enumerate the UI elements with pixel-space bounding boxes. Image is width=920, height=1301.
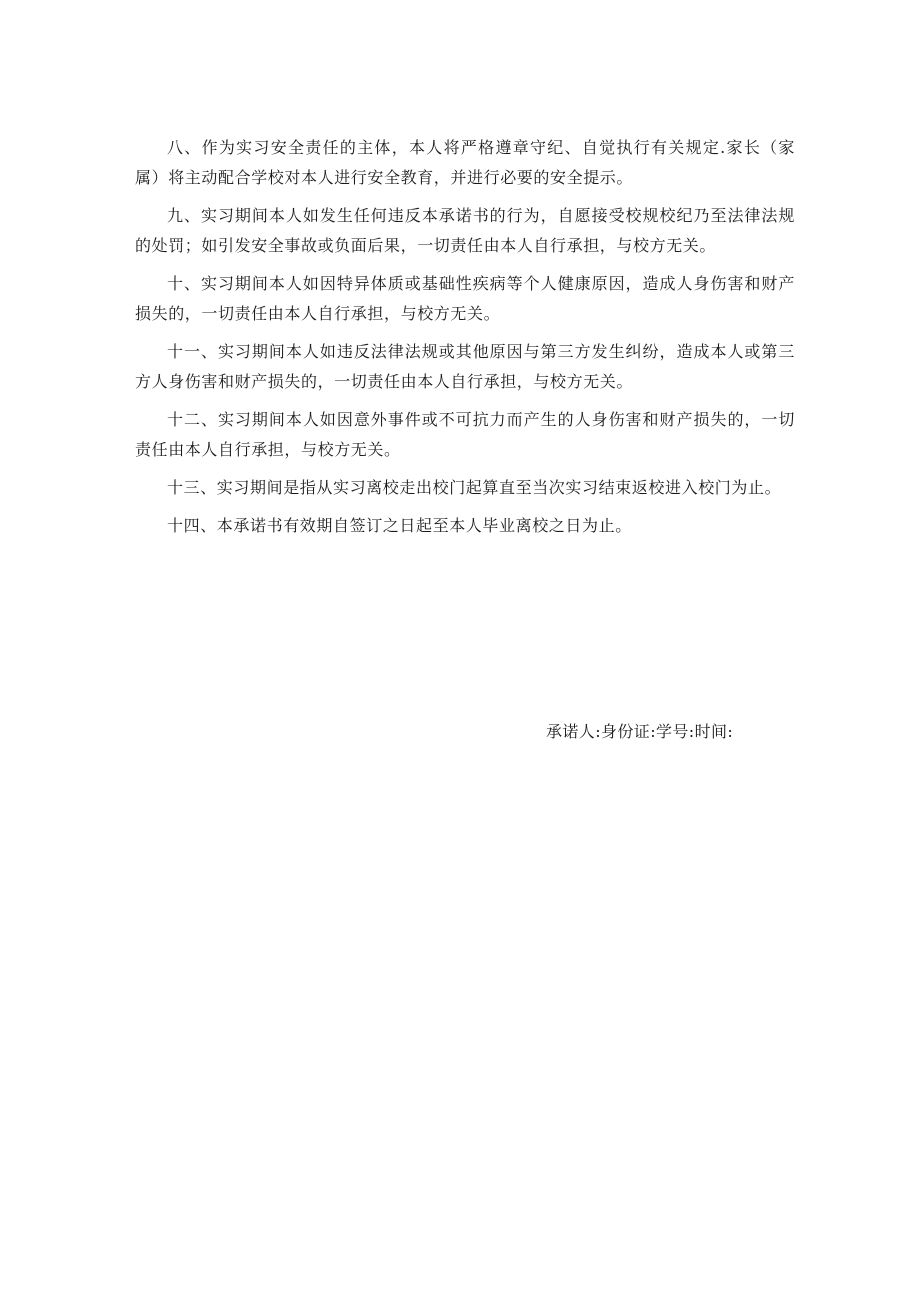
- clause-8: 八、作为实习安全责任的主体，本人将严格遵章守纪、自觉执行有关规定.家长（家属）将主动配合学校对本人进行安全教育，并进行必要的安全提示。: [135, 138, 795, 187]
- clause-14: 十四、本承诺书有效期自签订之日起至本人毕业离校之日为止。: [167, 516, 632, 535]
- clause-10: 十、实习期间本人如因特异体质或基础性疾病等个人健康原因，造成人身伤害和财产损失的，一切责任由本人自行承担，与校方无关。: [135, 274, 795, 323]
- clause-12: 十二、实习期间本人如因意外事件或不可抗力而产生的人身伤害和财产损失的，一切责任由本人自行承担，与校方无关。: [135, 410, 795, 459]
- clause-11: 十一、实习期间本人如违反法律法规或其他原因与第三方发生纠纷，造成本人或第三方人身伤害和财产损失的，一切责任由本人自行承担，与校方无关。: [135, 342, 795, 391]
- commitment-clauses: [135, 133, 795, 549]
- clause-13: 十三、实习期间是指从实习离校走出校门起算直至当次实习结束返校进入校门为止。: [167, 478, 782, 497]
- clause-9: 九、实习期间本人如发生任何违反本承诺书的行为，自愿接受校规校纪乃至法律法规的处罚；如引发安全事故或负面后果，一切责任由本人自行承担，与校方无关。: [135, 206, 795, 255]
- signature-line: 承诺人:身份证:学号:时间:: [546, 722, 734, 741]
